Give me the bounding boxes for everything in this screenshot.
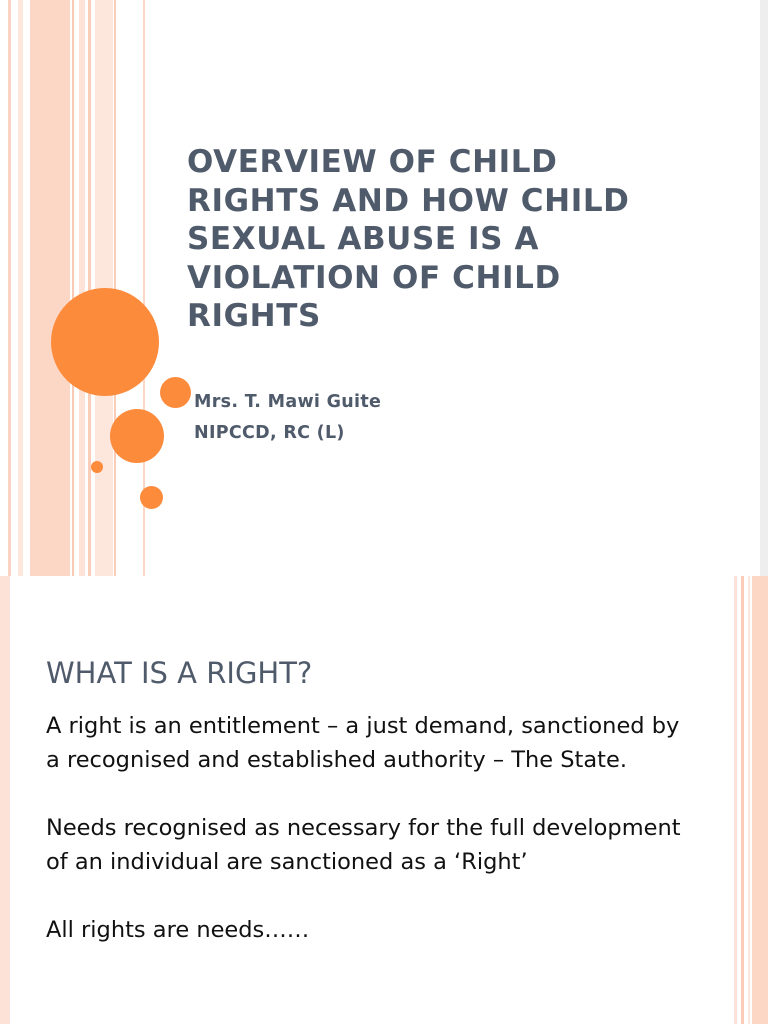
decorative-stripe — [741, 576, 744, 1024]
decorative-circle — [160, 377, 191, 408]
decorative-stripe — [760, 0, 768, 576]
decorative-circle-small — [91, 461, 103, 473]
body-paragraph: Needs recognised as necessary for the full development of an individual are sanctioned as a ‘Right’ — [46, 815, 681, 875]
decorative-stripe — [734, 576, 737, 1024]
slide-subtitle — [194, 387, 381, 449]
author-name: Mrs. T. Mawi Guite — [194, 392, 382, 412]
decorative-circle — [110, 409, 164, 463]
slide-title: OVERVIEW OF CHILD RIGHTS AND HOW CHILD SEXUAL ABUSE IS A VIOLATION OF CHILD RIGHTS — [187, 144, 630, 334]
decorative-circle-large — [51, 288, 159, 396]
decorative-stripe — [79, 0, 85, 576]
decorative-stripe — [88, 0, 91, 576]
body-paragraph: All rights are needs…… — [46, 917, 310, 943]
decorative-circle — [140, 486, 163, 509]
decorative-stripe — [30, 0, 70, 576]
decorative-stripe — [72, 0, 74, 576]
slide-title: WHAT IS A RIGHT? — [46, 656, 313, 690]
decorative-stripe — [18, 0, 23, 576]
decorative-stripe — [748, 576, 750, 1024]
slide-body — [46, 709, 686, 947]
decorative-stripe — [752, 576, 768, 1024]
decorative-stripe — [8, 0, 11, 576]
decorative-stripe — [0, 576, 10, 1024]
body-paragraph: A right is an entitlement – a just demand, sanctioned by a recognised and established authority – The State. — [46, 713, 680, 773]
organization-name: NIPCCD, RC (L) — [194, 423, 345, 443]
